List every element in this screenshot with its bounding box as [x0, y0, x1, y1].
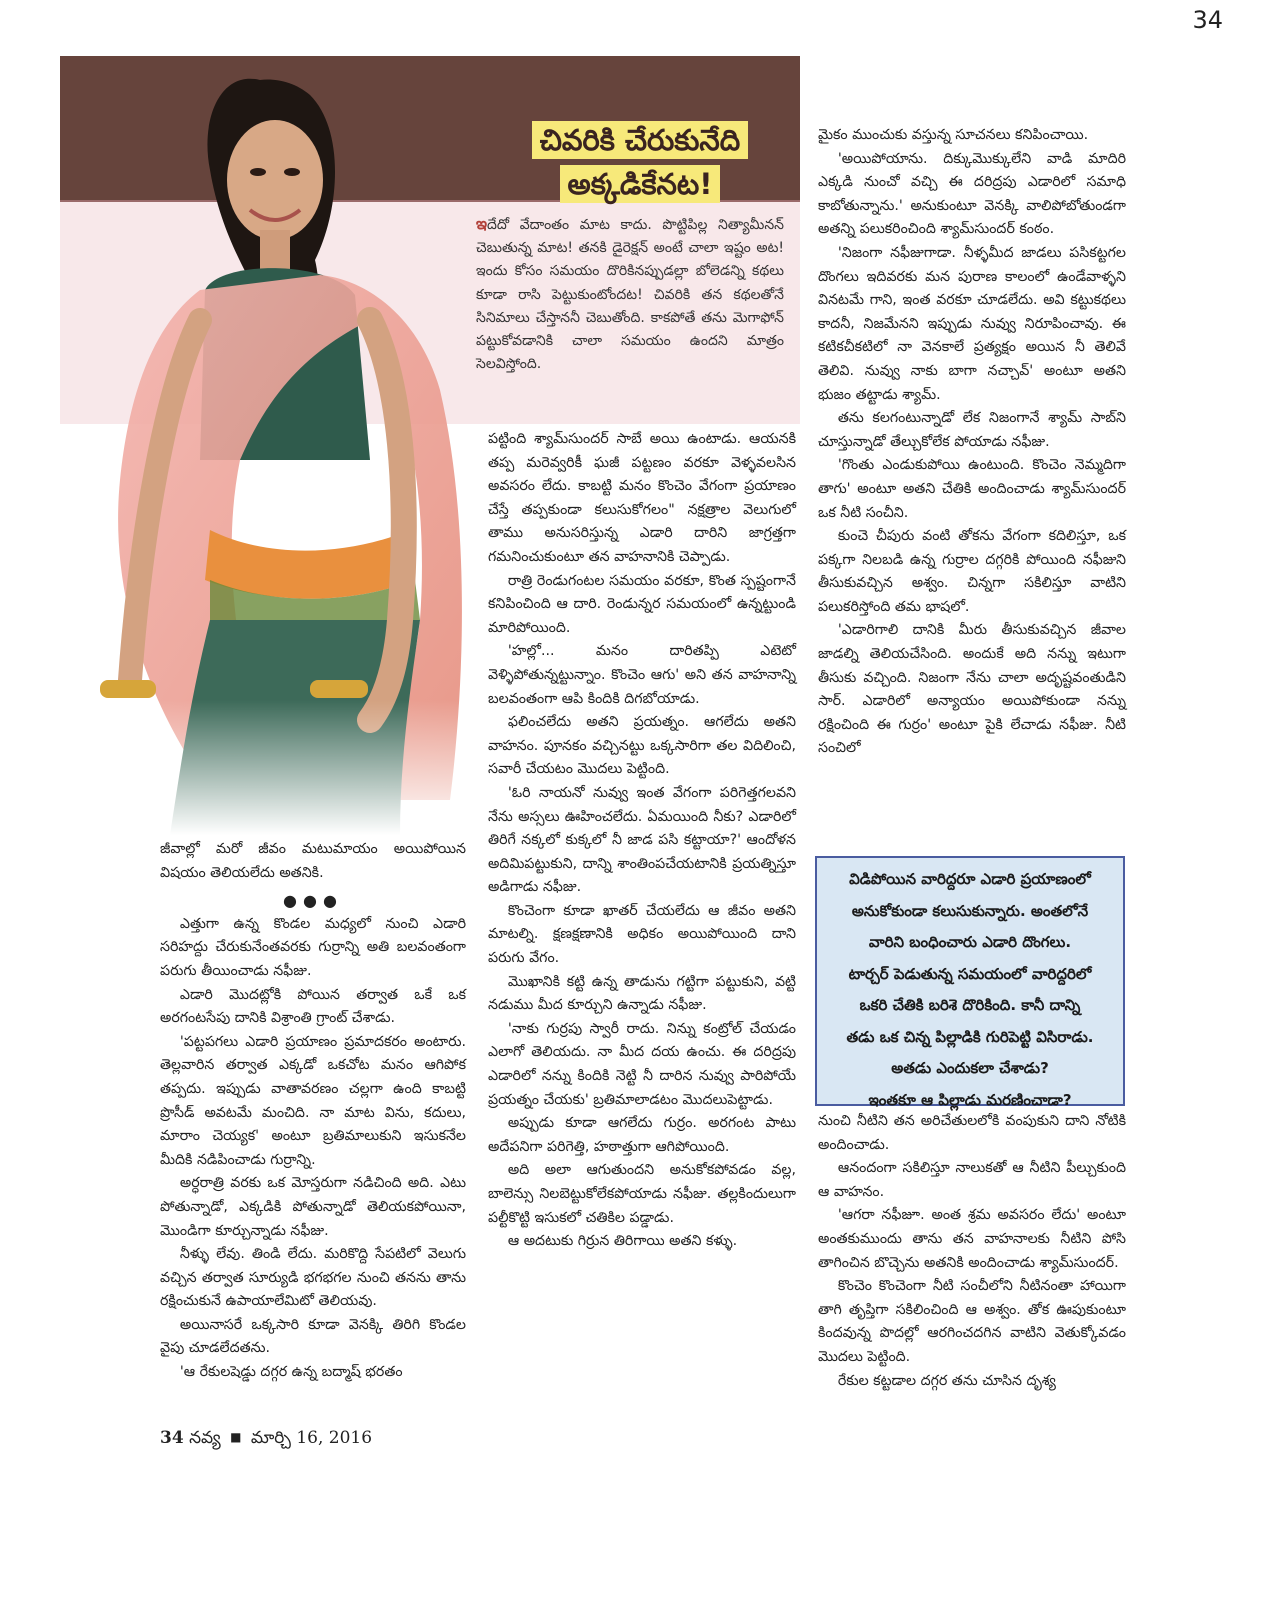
actress-photo	[70, 60, 470, 835]
paragraph: ఎత్తుగా ఉన్న కొండల మధ్యలో నుంచి ఎడారి సరిహద్దు చేరుకునేంతవరకు గుర్రాన్ని అతి బలవంతంగా పరుగు తీయించాడు నఫీజు.	[160, 915, 466, 979]
paragraph: 'ఎడారిగాలి దానికి మీరు తీసుకువచ్చిన జీవాల జాడల్ని తెలియచేసింది. అందుకే అది నన్ను ఇటుగా తీసుకు వచ్చింది. నిజంగా నేను చాలా అదృష్టవంతుడిని సార్. ఎడారిలో అన్యాయం అయిపోకుండా నన్ను రక్షించింది ఈ గుర్రం' అంటూ పైకి లేచాడు నఫీజు. నీటి సంచిలో	[818, 622, 1126, 757]
footer-date: మార్చి 16, 2016	[250, 1428, 373, 1448]
paragraph: మొఖానికి కట్టి ఉన్న తాడును గట్టిగా పట్టుకుని, వట్టి నడుము మీద కూర్చుని ఉన్నాడు నఫీజు.	[488, 973, 796, 1014]
footer-separator: ■	[230, 1430, 242, 1444]
callout-line: ఇంతకూ ఆ పిల్లాడు మరణించాడా?	[868, 1090, 1072, 1109]
actress-illustration	[70, 60, 470, 835]
paragraph: అర్ధరాత్రి వరకు ఒక మోస్తరుగా నడిచింది అది. ఎటు పోతున్నాడో, ఎక్కడికి పోతున్నాడో తెలియకపోయినా, మొండిగా కూర్చున్నాడు నఫీజు.	[160, 1175, 466, 1239]
paragraph: ఆనందంగా సకిలిస్తూ నాలుకతో ఆ నీటిని పీల్చుకుంది ఆ వాహనం.	[818, 1160, 1126, 1200]
callout-line: తడు ఒక చిన్న పిల్లాడికి గురిపెట్టి విసిరాడు.	[846, 1027, 1094, 1046]
paragraph: జీవాల్లో మరో జీవం మటుమాయం అయిపోయిన విషయం తెలియలేదు అతనికి.	[160, 841, 466, 881]
paragraph: మైకం ముంచుకు వస్తున్న సూచనలు కనిపించాయి.	[818, 127, 1089, 143]
paragraph: అది అలా ఆగుతుందని అనుకోకపోవడం వల్ల, బాలెన్సు నిలబెట్టుకోలేకపోయాడు నఫీజు. తల్లకిందులుగా పల్టీకొట్టి ఇసుకలో చతికిల పడ్డాడు.	[488, 1162, 796, 1226]
paragraph: కొంచెంగా కూడా ఖాతర్ చేయలేదు ఆ జీవం అతని మాటల్ని. క్షణక్షణానికి అధికం అయిపోయింది దాని పరుగు వేగం.	[488, 902, 796, 967]
paragraph: 'నాకు గుర్రపు స్వారీ రాదు. నిన్ను కంట్రోల్ చేయడం ఎలాగో తెలియదు. నా మీద దయ ఉంచు. ఈ దరిద్రపు ఎడారిలో నన్ను కిందికి నెట్టి నీ దారిన నువ్వు పారిపోయే ప్రయత్నం చేయకు' బ్రతిమాలాడటం మొదలుపెట్టాడు.	[488, 1020, 796, 1108]
paragraph: 'గొంతు ఎండుకుపోయి ఉంటుంది. కొంచెం నెమ్మదిగా తాగు' అంటూ అతని చేతికి అందించాడు శ్యామ్‌సుందర్ ఒక నీటి సంచీని.	[818, 457, 1126, 521]
footer-magazine-name: నవ్య	[189, 1428, 221, 1448]
paragraph: పట్టింది శ్యామ్‌సుందర్ సాబే అయి ఉంటాడు. ఆయనకి తప్ప మరెవ్వరికీ ఘజీ పట్టణం వరకూ వెళ్ళవలసిన అవసరం లేదు. కాబట్టి మనం కొంచెం వేగంగా ప్రయాణం చేస్తే తప్పకుండా కలుసుకోగలం" నక్షత్రాల వెలుగులో తాము అనుసరిస్తున్న ఎడారి దారిని జాగ్రత్తగా గమనించుకుంటూ తన వాహనానికి చెప్పాడు.	[488, 431, 796, 565]
callout-line: విడిపోయిన వారిద్దరూ ఎడారి ప్రయాణంలో	[849, 870, 1091, 888]
footer-page-number: 34	[160, 1428, 184, 1448]
paragraph: నుంచి నీటిని తన అరిచేతులలోకి వంపుకుని దాని నోటికి అందించాడు.	[818, 1113, 1126, 1153]
page-number-top: 34	[1192, 6, 1223, 34]
article-column-3-top	[818, 124, 1126, 761]
paragraph: కొంచెం కొంచెంగా నీటి సంచీలోని నీటినంతా హాయిగా తాగి తృప్తిగా సకిలించింది ఆ అశ్వం. తోక ఊపుకుంటూ కిందవున్న పొదల్లో ఆరగించదగిన వాటిని వెతుక్కోవడం మొదలు పెట్టింది.	[818, 1278, 1126, 1365]
article-column-3-bottom	[818, 1110, 1126, 1393]
paragraph: రాత్రి రెండుగంటల సమయం వరకూ, కొంత స్పష్టంగానే కనిపించింది ఆ దారి. రెండున్నర సమయంలో ఉన్నట్టుండి మారిపోయింది.	[488, 572, 796, 636]
section-break: ●●●	[283, 891, 343, 911]
article-column-2	[488, 428, 796, 1254]
page-footer	[160, 1428, 372, 1452]
paragraph: 'పట్టపగలు ఎడారి ప్రయాణం ప్రమాదకరం అంటారు. తెల్లవారిన తర్వాత ఎక్కడో ఒకచోట మనం ఆగిపోక తప్పదు. ఇప్పుడు వాతావరణం చల్లగా ఉంది కాబట్టి ప్రొసీడ్ అవటమే మంచిది. నా మాట విను, కదులు, మారాం చెయ్యక' అంటూ బ్రతిమాలుకుని ఇసుకనేల మీదికి నడిపించాడు గుర్రాన్ని.	[160, 1033, 466, 1168]
paragraph: ఫలించలేదు అతని ప్రయత్నం. ఆగలేదు అతని వాహనం. పూనకం వచ్చినట్టు ఒక్కసారిగా తల విదిలించి, సవారీ చేయటం మొదలు పెట్టింది.	[488, 714, 796, 778]
paragraph: రేకుల కట్టడాల దగ్గర తను చూసిన దృశ్య	[837, 1372, 1056, 1389]
paragraph: 'అయిపోయాను. దిక్కుమొక్కులేని వాడి మాదిరి ఎక్కడి నుంచో వచ్చి ఈ దరిద్రపు ఎడారిలో సమాధి కాబోతున్నాను.' అనుకుంటూ వెనక్కి వాలిపోబోతుండగా అతన్ని పలుకరించింది శ్యామ్‌సుందర్ కంఠం.	[818, 150, 1126, 238]
callout-line: అతడు ఎందుకలా చేశాడు?	[891, 1059, 1049, 1077]
story-teaser-callout	[815, 856, 1125, 1109]
paragraph: ఆ అదటుకు గిర్రున తిరిగాయి అతని కళ్ళు.	[507, 1233, 738, 1250]
paragraph: 'ఓరి నాయనో నువ్వు ఇంత వేగంగా పరిగెత్తగలవని నేను అస్సలు ఊహించలేదు. ఏమయింది నీకు? ఎడారిలో తిరిగే నక్కలో కుక్కలో నీ జాడ పసి కట్టాయా?' ఆందోళన అదిమిపట్టుకుని, దాన్ని శాంతింపచేయటానికి ప్రయత్నిస్తూ అడిగాడు నఫీజు.	[488, 784, 796, 896]
paragraph: అయినాసరే ఒక్కసారి కూడా వెనక్కి తిరిగి కొండల వైపు చూడలేదతను.	[160, 1316, 466, 1357]
paragraph: నీళ్ళు లేవు. తిండి లేదు. మరికొద్ది సేపటిలో వెలుగు వచ్చిన తర్వాత సూర్యుడి భగభగల నుంచి తనను తాను రక్షించుకునే ఉపాయాలేమిటో తెలియవు.	[160, 1246, 466, 1310]
paragraph: కుంచె చీపురు వంటి తోకను వేగంగా కదిలిస్తూ, ఒక పక్కగా నిలబడి ఉన్న గుర్రాల దగ్గరికి పోయింది నఫీజుని తీసుకువచ్చిన అశ్వం. చిన్నగా సకిలిస్తూ వాటిని పలుకరిస్తోంది తమ భాషలో.	[818, 528, 1126, 615]
callout-line: టార్చర్ పెడుతున్న సమయంలో వారిద్దరిలో	[848, 964, 1092, 983]
headline	[510, 118, 770, 206]
headline-line-2: అక్కడికేనట!	[560, 165, 721, 203]
headline-line-1: చివరికి చేరుకునేది	[532, 121, 749, 159]
teaser-text	[476, 212, 784, 376]
paragraph: 'నిజంగా నఫీజుగాడా. నీళ్ళమీద జాడలు పసికట్టగల దొంగలు ఇదివరకు మన పురాణ కాలంలో ఉండేవాళ్ళని వినటమే గాని, ఇంత వరకూ చూడలేదు. అవి కట్టుకథలు కాదనీ, నిజమేనని ఇప్పుడు నువ్వు నిరూపించావు. ఈ కటికచీకటిలో నా వెనకాలే ప్రత్యక్షం అయిన నీ తెలివే తెలివి. నువ్వు నాకు బాగా నచ్చావ్' అంటూ అతని భుజం తట్టాడు శ్యామ్.	[818, 244, 1126, 403]
paragraph: అప్పుడు కూడా ఆగలేదు గుర్రం. అరగంట పాటు అదేపనిగా పరిగెత్తి, హఠాత్తుగా ఆగిపోయింది.	[488, 1115, 796, 1155]
callout-line: ఒకరి చేతికి బరిశె దొరికింది. కానీ దాన్ని	[859, 996, 1081, 1014]
teaser-body: దేదో వేదాంతం మాట కాదు. పొట్టిపిల్ల నిత్యామీనన్ చెబుతున్న మాట! తనకి డైరెక్షన్ అంటే చాలా ఇష్టం అట! ఇందు కోసం సమయం దొరికినప్పుడల్లా బోలెడన్ని కథలు కూడా రాసి పెట్టుకుంటోందట! చివరికి తన కథలతోనే సినిమాలు చేస్తాననీ చెబుతోంది. కాకపోతే తను మెగాఫోన్ పట్టుకోవడానికి చాలా సమయం ఉందని మాత్రం సెలవిస్తోంది.	[476, 217, 784, 373]
paragraph: ఎడారి మొదట్లోకి పోయిన తర్వాత ఒకే ఒక అరగంటసేపు దానికి విశ్రాంతి గ్రాంట్ చేశాడు.	[160, 986, 466, 1027]
callout-line: వారిని బంధించారు ఎడారి దొంగలు.	[868, 933, 1072, 951]
article-column-1	[160, 838, 466, 1385]
teaser-dropcap: ఇ	[476, 214, 488, 233]
paragraph: 'ఆగరా నఫీజూ. అంత శ్రమ అవసరం లేదు' అంటూ అంతకుముందు తాను తన వాహనాలకు నీటిని పోసి తాగించిన బొచ్చెను అతనికి అందించాడు శ్యామ్‌సుందర్.	[818, 1207, 1126, 1271]
paragraph: తను కలగంటున్నాడో లేక నిజంగానే శ్యామ్ సాబ్‌ని చూస్తున్నాడో తేల్చుకోలేక పోయాడు నఫీజు.	[818, 410, 1126, 450]
callout-line: అనుకోకుండా కలుసుకున్నారు. అంతలోనే	[851, 901, 1089, 920]
paragraph: 'హల్లో... మనం దారితప్పి ఎటెటో వెళ్ళిపోతున్నట్టున్నాం. కొంచెం ఆగు' అని తన వాహనాన్ని బలవంతంగా ఆపి కిందికి దిగబోయాడు.	[488, 643, 796, 707]
paragraph: 'ఆ రేకులషెడ్డు దగ్గర ఉన్న బద్మాష్ భరతం	[179, 1364, 403, 1381]
